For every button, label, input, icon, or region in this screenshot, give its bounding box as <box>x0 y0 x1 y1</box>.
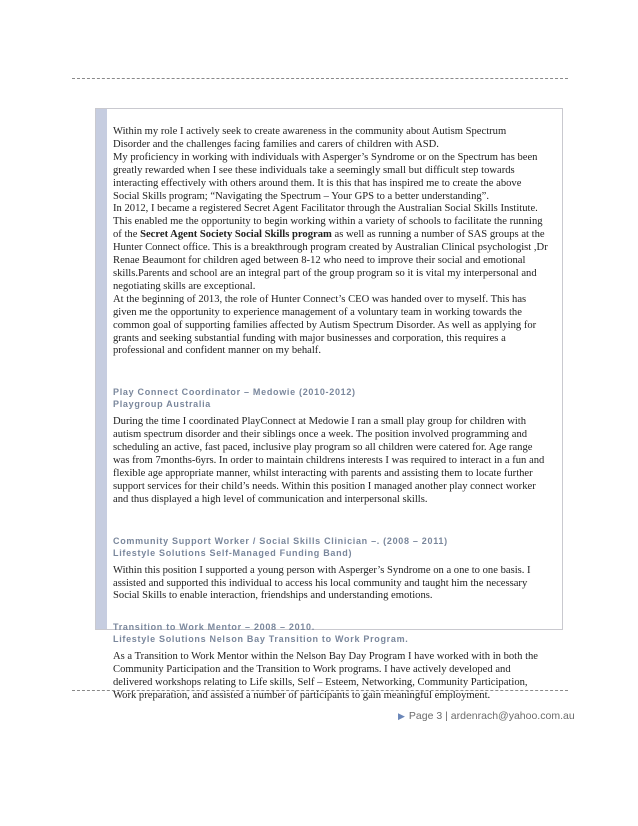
program-name: Secret Agent Society Social Skills program <box>140 229 332 241</box>
resume-content <box>113 126 553 703</box>
section-line: Community Participation and the Transition to Work programs. I have actively developed and <box>113 664 511 676</box>
intro-line <box>113 229 553 242</box>
section-line: delivered workshops relating to Life skills, Self – Esteem, Networking, Community Participation, <box>113 677 528 689</box>
section-heading: Community Support Worker / Social Skills Clinician –. (2008 – 2011) <box>113 535 448 546</box>
intro-text: of the <box>113 229 141 241</box>
section-line: Social Skills to enable interaction, friendships and understanding emotions. <box>113 590 433 602</box>
intro-text: as well as running a number of SAS groups at the <box>331 229 545 241</box>
section-heading: Transition to Work Mentor – 2008 – 2010. <box>113 622 315 633</box>
intro-line: greatly rewarded when I see these individuals take a seemingly small but difficult step towards <box>113 164 515 176</box>
intro-line: Disorder and the challenges facing families and carers of children with ASD. <box>113 138 439 150</box>
intro-line: negotiating skills are exceptional. <box>113 280 256 292</box>
section-heading: Play Connect Coordinator – Medowie (2010-2012) <box>113 387 356 398</box>
intro-line: This enabled me the opportunity to begin working within a variety of schools to facilitate the running <box>113 216 543 228</box>
footer-text: Page 3 | ardenrach@yahoo.com.au <box>408 710 575 722</box>
intro-line: Hunter Connect office. This is a breakthrough program created by Australian Clinical psychologist ,Dr <box>113 242 548 254</box>
accent-stripe <box>96 109 107 629</box>
intro-line: Social Skills program; “Navigating the Spectrum – Your GPS to a better understanding”. <box>113 190 490 202</box>
section-subheading: Playgroup Australia <box>113 399 211 410</box>
intro-line: common goal of supporting families affected by Autism Spectrum Disorder. As well as applying for <box>113 319 537 331</box>
intro-line: given me the opportunity to experience management of a voluntary team in working towards the <box>113 306 522 318</box>
section-line: flexible age appropriate manner, whilst interacting with parents and assisting them to locate further <box>113 467 533 479</box>
section-line: support services for their child’s needs. Within this position I managed another play connect worker <box>113 480 536 492</box>
section-line: autism spectrum disorder and their siblings once a week. The position involved programming and <box>113 429 528 441</box>
section-line: assisted and supported this individual to access his local community and taught him the necessary <box>113 577 528 589</box>
section-line: was from 7months-6yrs. In order to maintain childrens interests I was required to interact in a fun and <box>113 455 545 467</box>
triangle-right-icon: ▶ <box>398 711 405 721</box>
intro-line: skills.Parents and school are an integral part of the group program so it is vital my interpersonal and <box>113 267 537 279</box>
page-footer <box>398 710 575 722</box>
section-line: Within this position I supported a young person with Asperger’s Syndrome on a one to one basis. I <box>113 564 531 576</box>
section-line: Work preparation, and assisted a number of participants to gain meaningful employment. <box>113 690 491 702</box>
section-subheading: Lifestyle Solutions Self-Managed Funding Band) <box>113 547 353 558</box>
intro-line: At the beginning of 2013, the role of Hunter Connect’s CEO was handed over to myself. This has <box>113 293 527 305</box>
section-line: As a Transition to Work Mentor within the Nelson Bay Day Program I have worked with in both the <box>113 651 539 663</box>
section-line: scheduling an active, fast paced, inclusive play program so all children were catered for. Age range <box>113 442 533 454</box>
intro-line: interacting effectively with others around them. It is this that has inspired me to create the above <box>113 177 522 189</box>
intro-line: grants and seeking substantial funding with major businesses and corporation, this requires a <box>113 332 506 344</box>
bottom-divider <box>72 690 568 691</box>
intro-line: Renae Beaumont for children aged between 8-12 who need to improve their social and emotional <box>113 255 526 267</box>
section-subheading: Lifestyle Solutions Nelson Bay Transition to Work Program. <box>113 634 409 645</box>
intro-line: professional and confident manner on my behalf. <box>113 345 321 357</box>
top-divider <box>72 78 568 79</box>
section-line: and thus displayed a high level of communication and interpersonal skills. <box>113 493 428 505</box>
section-line: During the time I coordinated PlayConnect at Medowie I ran a small play group for children with <box>113 416 527 428</box>
intro-line: In 2012, I became a registered Secret Agent Facilitator through the Australian Social Skills Institute. <box>113 203 538 215</box>
intro-line: My proficiency in working with individuals with Asperger’s Syndrome or on the Spectrum has been <box>113 151 538 163</box>
intro-line: Within my role I actively seek to create awareness in the community about Autism Spectrum <box>113 126 507 137</box>
